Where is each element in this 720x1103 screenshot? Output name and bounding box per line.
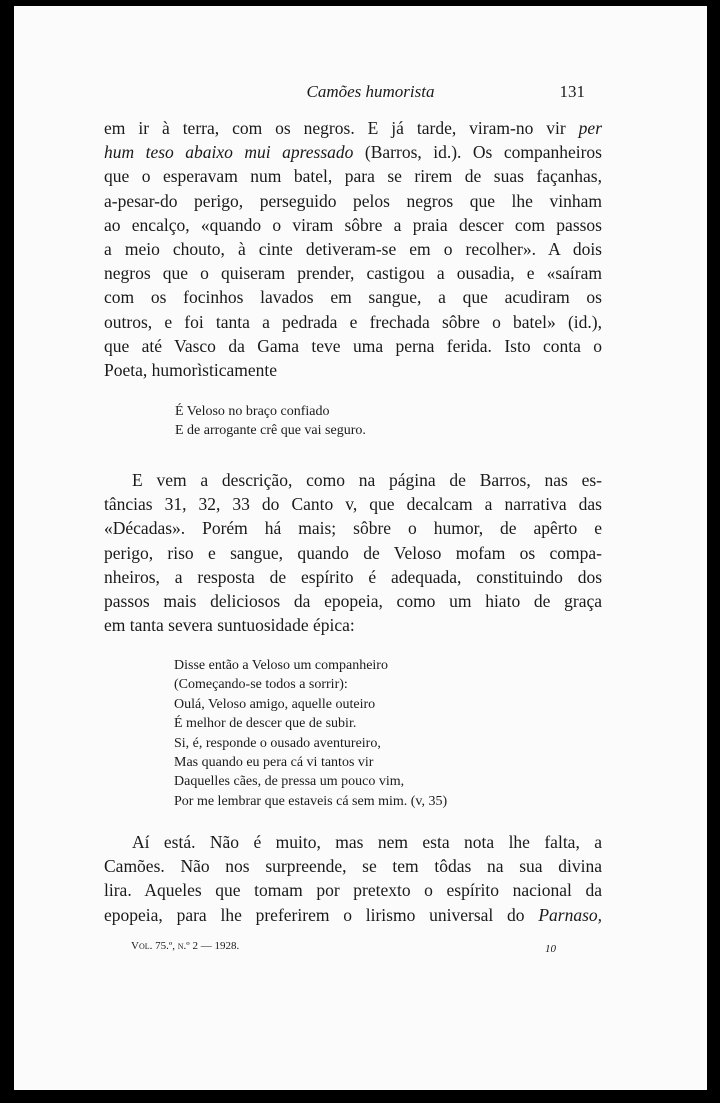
text-line: ao encalço, «quando o viram sôbre a praia descer com passos xyxy=(104,214,602,235)
text-line: negros que o quiseram prender, castigou a ousadia, e «saíram xyxy=(104,263,602,284)
verse-line: Si, é, responde o ousado aventureiro, xyxy=(174,735,381,751)
footer-signature: 10 xyxy=(545,943,556,955)
paragraph-2 xyxy=(104,468,602,637)
text-line: a-pesar-do perigo, perseguido pelos negros que lhe vinham xyxy=(104,190,602,211)
paragraph-3 xyxy=(104,830,602,927)
text-line: em ir à terra, com os negros. E já tarde, viram-no vir per xyxy=(104,118,602,138)
verse-line: É Veloso no braço confiado xyxy=(175,404,330,419)
italic-text: Parnaso, xyxy=(538,904,602,925)
footer-volume: Vol. 75.º, n.º 2 — 1928. xyxy=(131,940,240,952)
text-line: Camões. Não nos surpreende, se tem tôdas na sua divina xyxy=(104,856,602,877)
text-line: passos mais deliciosos da epopeia, como um hiato de graça xyxy=(104,591,602,612)
verse-line: Daquelles cães, de pressa um pouco vim, xyxy=(174,774,405,790)
italic-text: hum teso abaixo mui apressado xyxy=(104,142,354,163)
verse-line: Oulá, Veloso amigo, aquelle outeiro xyxy=(174,696,376,712)
verse-quote-2 xyxy=(174,656,447,811)
text-line: outros, e foi tanta a pedrada e frechada sôbre o batel» (id.), xyxy=(104,311,602,332)
verse-line: E de arrogante crê que vai seguro. xyxy=(175,423,366,439)
italic-text: per xyxy=(578,118,602,138)
paragraph-1 xyxy=(104,116,602,382)
text-line: tâncias 31, 32, 33 do Canto v, que decalcam a narrativa das xyxy=(104,494,602,515)
verse-quote-1 xyxy=(175,402,366,441)
text-line: epopeia, para lhe preferirem o lirismo universal do Parnaso, xyxy=(104,904,602,925)
text-line: perigo, riso e sangue, quando de Veloso mofam os compa- xyxy=(104,542,602,563)
verse-line: Por me lembrar que estaveis cá sem mim. (v, 35) xyxy=(174,793,448,809)
running-title: Camões humorista xyxy=(306,82,435,101)
text-line: Poeta, humorìsticamente xyxy=(104,360,278,381)
text-line: em tanta severa suntuosidade épica: xyxy=(104,615,355,636)
text-line: «Décadas». Porém há mais; sôbre o humor, de apêrto e xyxy=(104,518,602,539)
text-line: lira. Aqueles que tomam por pretexto o espírito nacional da xyxy=(104,880,602,901)
text-line: E vem a descrição, como na página de Barros, nas es- xyxy=(132,470,602,490)
text-line: Aí está. Não é muito, mas nem esta nota lhe falta, a xyxy=(132,832,602,852)
text-line: que até Vasco da Gama teve uma perna ferida. Isto conta o xyxy=(104,335,602,356)
page-number: 131 xyxy=(559,82,585,101)
text-line: nheiros, a resposta de espírito é adequada, constituindo dos xyxy=(104,566,602,587)
text-line: a meio chouto, à cinte detiveram-se em o recolher». A dois xyxy=(104,239,602,260)
verse-line: É melhor de descer que de subir. xyxy=(174,716,357,732)
text-line: que o esperavam num batel, para se rirem de suas façanhas, xyxy=(104,166,602,187)
verse-line: Mas quando eu pera cá vi tantos vir xyxy=(174,755,374,771)
text-line: hum teso abaixo mui apressado (Barros, id.). Os companheiros xyxy=(104,142,602,163)
text-line: com os focinhos lavados em sangue, a que acudiram os xyxy=(104,287,602,308)
verse-line: (Começando-se todos a sorrir): xyxy=(174,677,348,693)
page xyxy=(14,6,707,1090)
verse-line: Disse então a Veloso um companheiro xyxy=(174,658,388,673)
